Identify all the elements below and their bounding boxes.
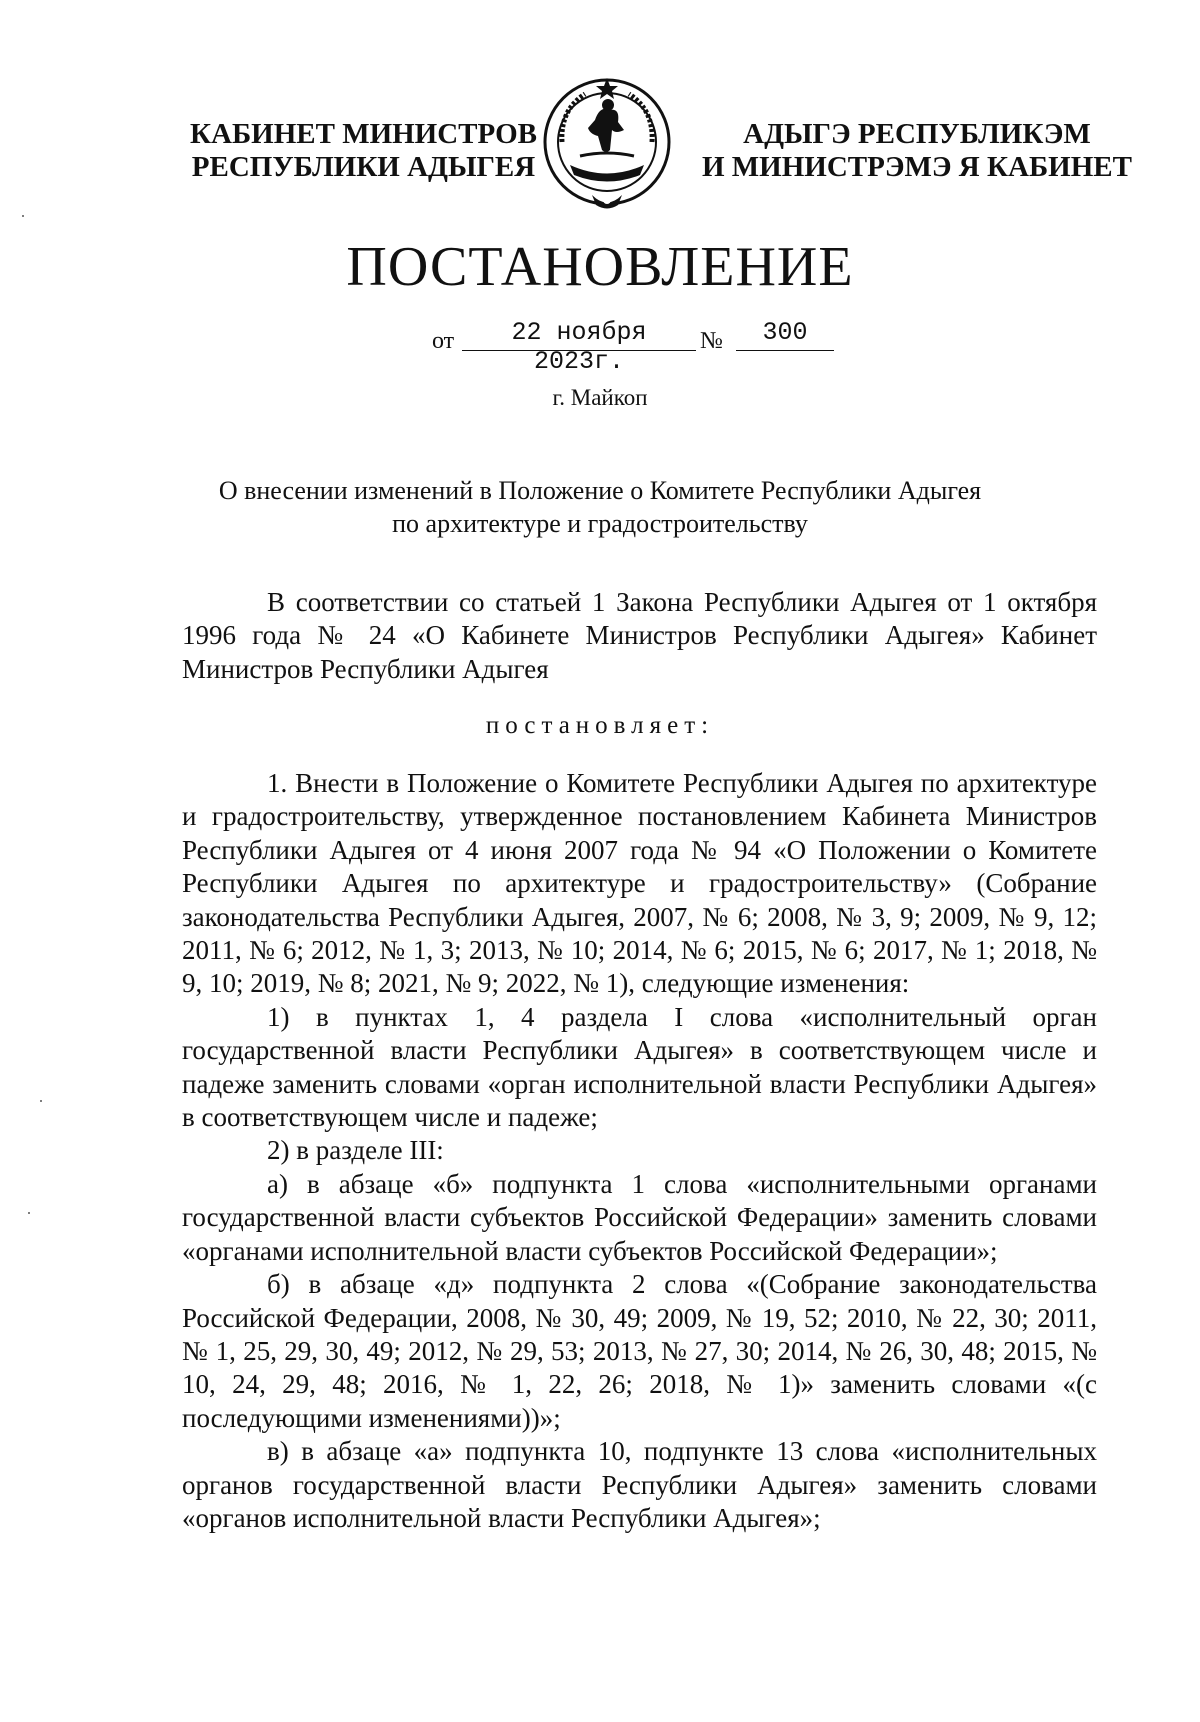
title-line1: О внесении изменений в Положение о Комитете Республики Адыгея xyxy=(218,476,982,505)
preamble xyxy=(182,586,1097,686)
document-type: ПОСТАНОВЛЕНИЕ xyxy=(346,236,854,298)
date-prefix: от xyxy=(432,328,455,354)
main-body xyxy=(182,767,1097,1535)
document-number: 300 xyxy=(736,318,834,351)
scan-speck xyxy=(22,215,24,217)
subitem-1: 1) в пунктах 1, 4 раздела I слова «исполнительный орган государственной власти Республики Адыгея» в соответствующем числе и падеже заменить словами «орган исполнительной власти Республики Адыгея» в соответствующем числе и падеже; xyxy=(182,1001,1097,1133)
title-line2: по архитектуре и градостроительству xyxy=(392,509,808,538)
subitem-2b: б) в абзаце «д» подпункта 2 слова «(Собрание законодательства Российской Федерации, 2008, № 30, 49; 2009, № 19, 52; 2010, № 22, 30; 2011, № 1, 25, 29, 30, 49; 2012, № 29, 53; 2013, № 27, 30; 2014, № 26, 30, 48; 2015, № 10, 24, 29, 48; 2016, № 1, 22, 26; 2018, № 1)» заменить словами «(с последующими изменениями))»; xyxy=(182,1269,1097,1433)
scan-speck xyxy=(28,1212,30,1214)
header-right-line2: И МИНИСТРЭМЭ Я КАБИНЕТ xyxy=(702,151,1132,183)
resolves-word: постановляет: xyxy=(485,712,715,739)
subitem-2c: в) в абзаце «а» подпункта 10, подпункте 13 слова «исполнительных органов государственной власти Республики Адыгея» заменить словами «органов исполнительной власти Республики Адыгея»; xyxy=(182,1436,1097,1533)
header-left-line1: КАБИНЕТ МИНИСТРОВ xyxy=(190,118,537,150)
coat-of-arms-emblem-icon xyxy=(540,70,675,220)
preamble-text: В соответствии со статьей 1 Закона Республики Адыгея от 1 октября 1996 года № 24 «О Кабинете Министров Республики Адыгея» Кабинет Министров Республики Адыгея xyxy=(182,587,1097,684)
item-1: 1. Внести в Положение о Комитете Республики Адыгея по архитектуре и градостроительству, утвержденное постановлением Кабинета Министров Республики Адыгея от 4 июня 2007 года № 94 «О Положении о Комитете Республики Адыгея по архитектуре и градостроительству» (Собрание законодательства Республики Адыгея, 2007, № 6; 2008, № 3, 9; 2009, № 9, 12; 2011, № 6; 2012, № 1, 3; 2013, № 10; 2014, № 6; 2015, № 6; 2017, № 1; 2018, № 9, 10; 2019, № 8; 2021, № 9; 2022, № 1), следующие изменения: xyxy=(182,768,1097,999)
document-date: 22 ноября 2023г. xyxy=(462,318,696,351)
header-left xyxy=(190,118,537,184)
header-right xyxy=(702,118,1132,184)
header-left-line2: РЕСПУБЛИКИ АДЫГЕЯ xyxy=(191,151,536,183)
document-title xyxy=(0,474,1200,540)
date-number-line xyxy=(0,318,1200,376)
city: г. Майкоп xyxy=(552,385,648,410)
header-right-line1: АДЫГЭ РЕСПУБЛИКЭМ xyxy=(743,118,1091,150)
subitem-2a: а) в абзаце «б» подпункта 1 слова «исполнительными органами государственной власти субъектов Российской Федерации» заменить словами «органами исполнительной власти субъектов Российской Федерации»; xyxy=(182,1168,1097,1266)
scan-speck xyxy=(40,1100,42,1102)
subitem-2: 2) в разделе III: xyxy=(267,1135,444,1166)
number-sign: № xyxy=(700,328,723,354)
